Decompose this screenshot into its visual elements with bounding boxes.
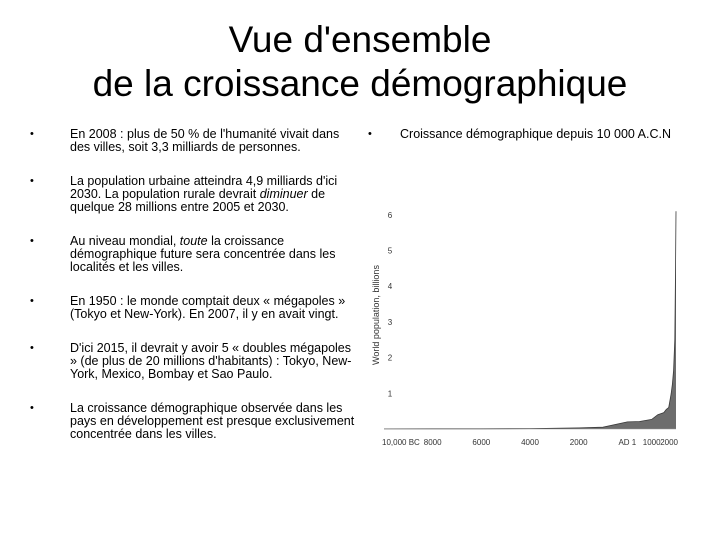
bullet-text: Croissance démographique depuis 10 000 A.C.N: [400, 127, 672, 141]
x-tick-label: 2000: [569, 438, 588, 447]
bullet-item: [30, 342, 355, 381]
x-tick-label: 2000: [660, 438, 678, 447]
bullet-glyph: •: [30, 175, 34, 187]
y-tick-label: 3: [387, 317, 393, 327]
title-line-2: de la croissance démographique: [92, 63, 628, 104]
y-tick-label: 4: [387, 282, 393, 292]
population-area: [384, 211, 676, 429]
bullet-text: La croissance démographique observée dans les pays en développement est presque exclusivement concentrée dans les villes.: [70, 401, 355, 441]
title-line-1: Vue d'ensemble: [228, 19, 492, 60]
x-tick-label: 4000: [521, 438, 539, 447]
bullet-text: La population urbaine atteindra 4,9 milliards d'ici 2030. La population rurale devrait: [70, 174, 338, 201]
right-bullet-list: [368, 128, 698, 162]
x-tick-label: AD 1: [618, 438, 637, 447]
bullet-glyph: •: [30, 402, 34, 414]
bullet-item: [30, 295, 355, 321]
y-tick-label: 2: [387, 353, 393, 363]
bullet-emphasis: diminuer: [259, 187, 308, 201]
population-line: [384, 211, 676, 429]
bullet-glyph: •: [30, 128, 34, 140]
bullet-glyph: •: [30, 295, 34, 307]
bullet-text: D'ici 2015, il devrait y avoir 5 « doubles mégapoles » (de plus de 20 millions d'habitants) : Tokyo, New-York, Mexico, Bombay et Sao Paulo.: [70, 341, 352, 381]
bullet-item: [30, 128, 355, 154]
chart-ylabel: World population, billions: [371, 265, 381, 365]
bullet-glyph: •: [30, 235, 34, 247]
bullet-text: Au niveau mondial,: [70, 234, 180, 248]
y-tick-label: 5: [387, 246, 393, 256]
x-tick-label: 10,000 BC: [382, 438, 420, 447]
bullet-glyph: •: [30, 342, 34, 354]
slide-title: [0, 18, 720, 106]
bullet-item: [368, 128, 698, 141]
bullet-text: de quelque 28 millions entre 2005 et 2030.: [70, 187, 326, 214]
bullet-item: [30, 402, 355, 441]
y-tick-labels: [388, 211, 393, 398]
y-tick-label: 1: [387, 389, 393, 399]
bullet-text: En 2008 : plus de 50 % de l'humanité vivait dans des villes, soit 3,3 milliards de personnes.: [70, 127, 340, 154]
bullet-text: la croissance démographique future sera concentrée dans les localités et les villes.: [70, 234, 336, 274]
bullet-item: [30, 235, 355, 274]
bullet-glyph: •: [368, 128, 372, 140]
x-tick-label: 8000: [423, 438, 442, 447]
bullet-item: [30, 175, 355, 214]
x-tick-labels: [382, 438, 679, 447]
bullet-text: En 1950 : le monde comptait deux « mégapoles » (Tokyo et New-York). En 2007, il y en avait vingt.: [70, 294, 346, 321]
x-tick-label: 6000: [472, 438, 491, 447]
bullet-emphasis: toute: [179, 234, 208, 248]
population-chart: [368, 185, 688, 455]
x-tick-label: 1000: [642, 438, 661, 447]
left-bullet-list: [30, 128, 355, 462]
y-tick-label: 6: [387, 210, 393, 220]
